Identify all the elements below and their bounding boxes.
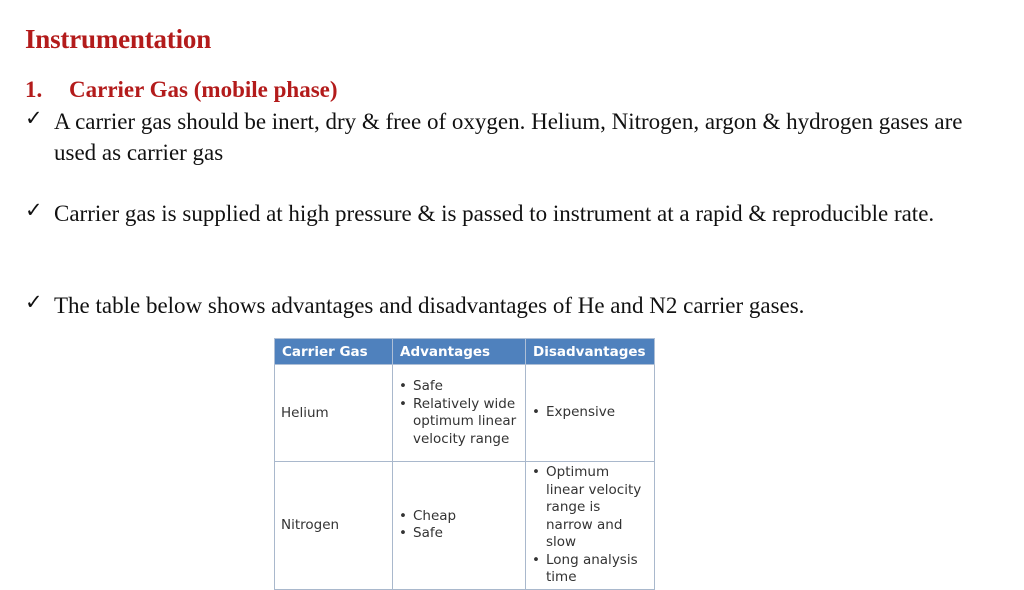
slide-title: Instrumentation [25,24,212,54]
check-mark-icon: ✓ [25,290,43,314]
check-mark-icon: ✓ [25,198,43,222]
header-disadvantages: Disadvantages [526,339,655,365]
section-title: Carrier Gas (mobile phase) [69,77,338,102]
gas-name-cell: Helium [275,365,393,462]
list-item: • Cheap [413,508,519,526]
carrier-gas-table [274,338,655,590]
section-heading [25,77,338,103]
list-item: • Long analysis time [546,552,648,587]
bullet-item [25,198,1000,229]
advantages-list [399,508,519,543]
advantages-cell [393,365,526,462]
check-mark-icon: ✓ [25,106,43,130]
table-header-row [275,339,655,365]
bullet-item [25,106,1000,168]
list-item: • Safe [413,525,519,543]
gas-name-cell: Nitrogen [275,462,393,590]
bullet-text: The table below shows advantages and disadvantages of He and N2 carrier gases. [54,293,805,318]
list-item: • Relatively wide optimum linear velocity range [413,396,519,449]
list-item: • Optimum linear velocity range is narrow and slow [546,464,648,552]
section-number: 1. [25,77,43,102]
bullet-text: Carrier gas is supplied at high pressure & is passed to instrument at a rapid & reproducible rate. [54,201,935,226]
disadvantages-cell [526,462,655,590]
advantages-cell [393,462,526,590]
header-carrier-gas: Carrier Gas [275,339,393,365]
disadvantages-list [532,464,648,587]
header-advantages: Advantages [393,339,526,365]
bullet-text: A carrier gas should be inert, dry & free of oxygen. Helium, Nitrogen, argon & hydrogen gases are used as carrier gas [54,109,963,165]
advantages-list [399,378,519,448]
bullet-item [25,290,1000,321]
disadvantages-cell [526,365,655,462]
list-item: • Expensive [546,404,648,422]
disadvantages-list [532,404,648,422]
list-item: • Safe [413,378,519,396]
table-row [275,462,655,590]
table-row [275,365,655,462]
